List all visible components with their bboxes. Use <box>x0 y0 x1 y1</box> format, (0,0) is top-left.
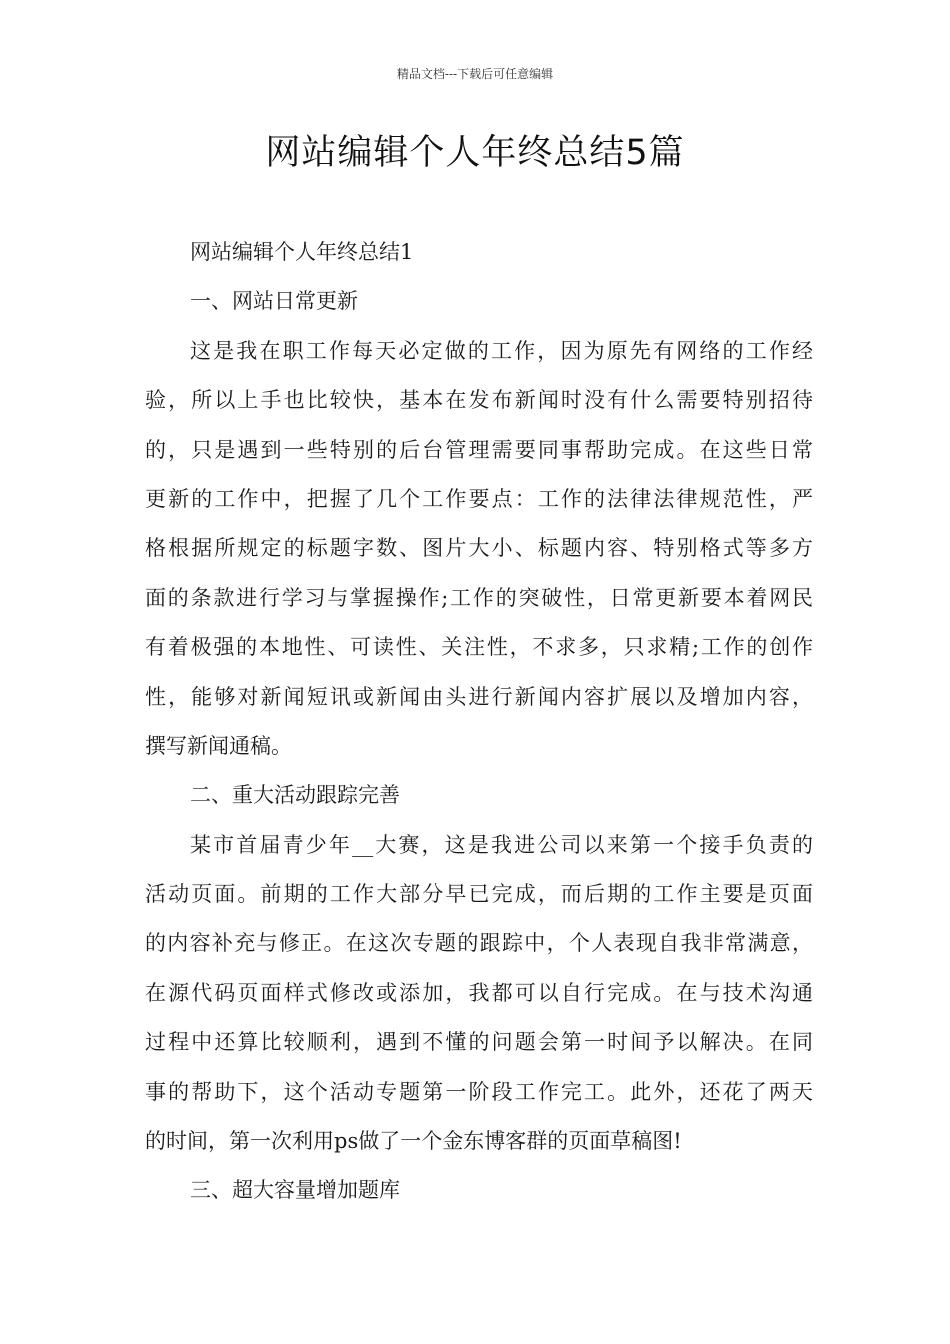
paragraph-line: 验，所以上手也比较快，基本在发布新闻时没有什么需要特别招待 <box>145 388 813 413</box>
page-header-note: 精品文档---下载后可任意编辑 <box>396 67 554 81</box>
paragraph-line: 活动页面。前期的工作大部分早已完成，而后期的工作主要是页面 <box>145 882 813 907</box>
paragraph-line: 事的帮助下，这个活动专题第一阶段工作完工。此外，还花了两天 <box>145 1079 813 1104</box>
paragraph-line: 性，能够对新闻短讯或新闻由头进行新闻内容扩展以及增加内容， <box>145 684 813 709</box>
paragraph-line: 的内容补充与修正。在这次专题的跟踪中，个人表现自我非常满意， <box>145 931 813 956</box>
document-body <box>145 228 813 1216</box>
paragraph-line: 的时间，第一次利用ps做了一个金东博客群的页面草稿图! <box>145 1129 682 1154</box>
paragraph-line: 有着极强的本地性、可读性、关注性，不求多，只求精;工作的创作 <box>145 635 813 660</box>
document-title: 网站编辑个人年终总结5篇 <box>265 133 685 173</box>
paragraph-line: 更新的工作中，把握了几个工作要点：工作的法律法律规范性，严 <box>145 486 813 511</box>
paragraph-line: 某市首届青少年__大赛，这是我进公司以来第一个接手负责的 <box>190 832 813 857</box>
section-heading-2: 二、重大活动跟踪完善 <box>190 783 400 808</box>
section-heading-1: 一、网站日常更新 <box>190 289 358 314</box>
paragraph-line: 格根据所规定的标题字数、图片大小、标题内容、特别格式等多方 <box>145 536 813 561</box>
paragraph-line: 面的条款进行学习与掌握操作;工作的突破性，日常更新要本着网民 <box>145 585 813 610</box>
paragraph-line: 过程中还算比较顺利，遇到不懂的问题会第一时间予以解决。在同 <box>145 1030 813 1055</box>
paragraph-line: 在源代码页面样式修改或添加，我都可以自行完成。在与技术沟通 <box>145 980 813 1005</box>
paragraph-line: 这是我在职工作每天必定做的工作，因为原先有网络的工作经 <box>190 338 813 363</box>
paragraph-line: 的，只是遇到一些特别的后台管理需要同事帮助完成。在这些日常 <box>145 437 813 462</box>
paragraph-line: 撰写新闻通稿。 <box>145 733 292 758</box>
subtitle-line: 网站编辑个人年终总结1 <box>190 240 414 264</box>
section-heading-3: 三、超大容量增加题库 <box>190 1178 400 1203</box>
